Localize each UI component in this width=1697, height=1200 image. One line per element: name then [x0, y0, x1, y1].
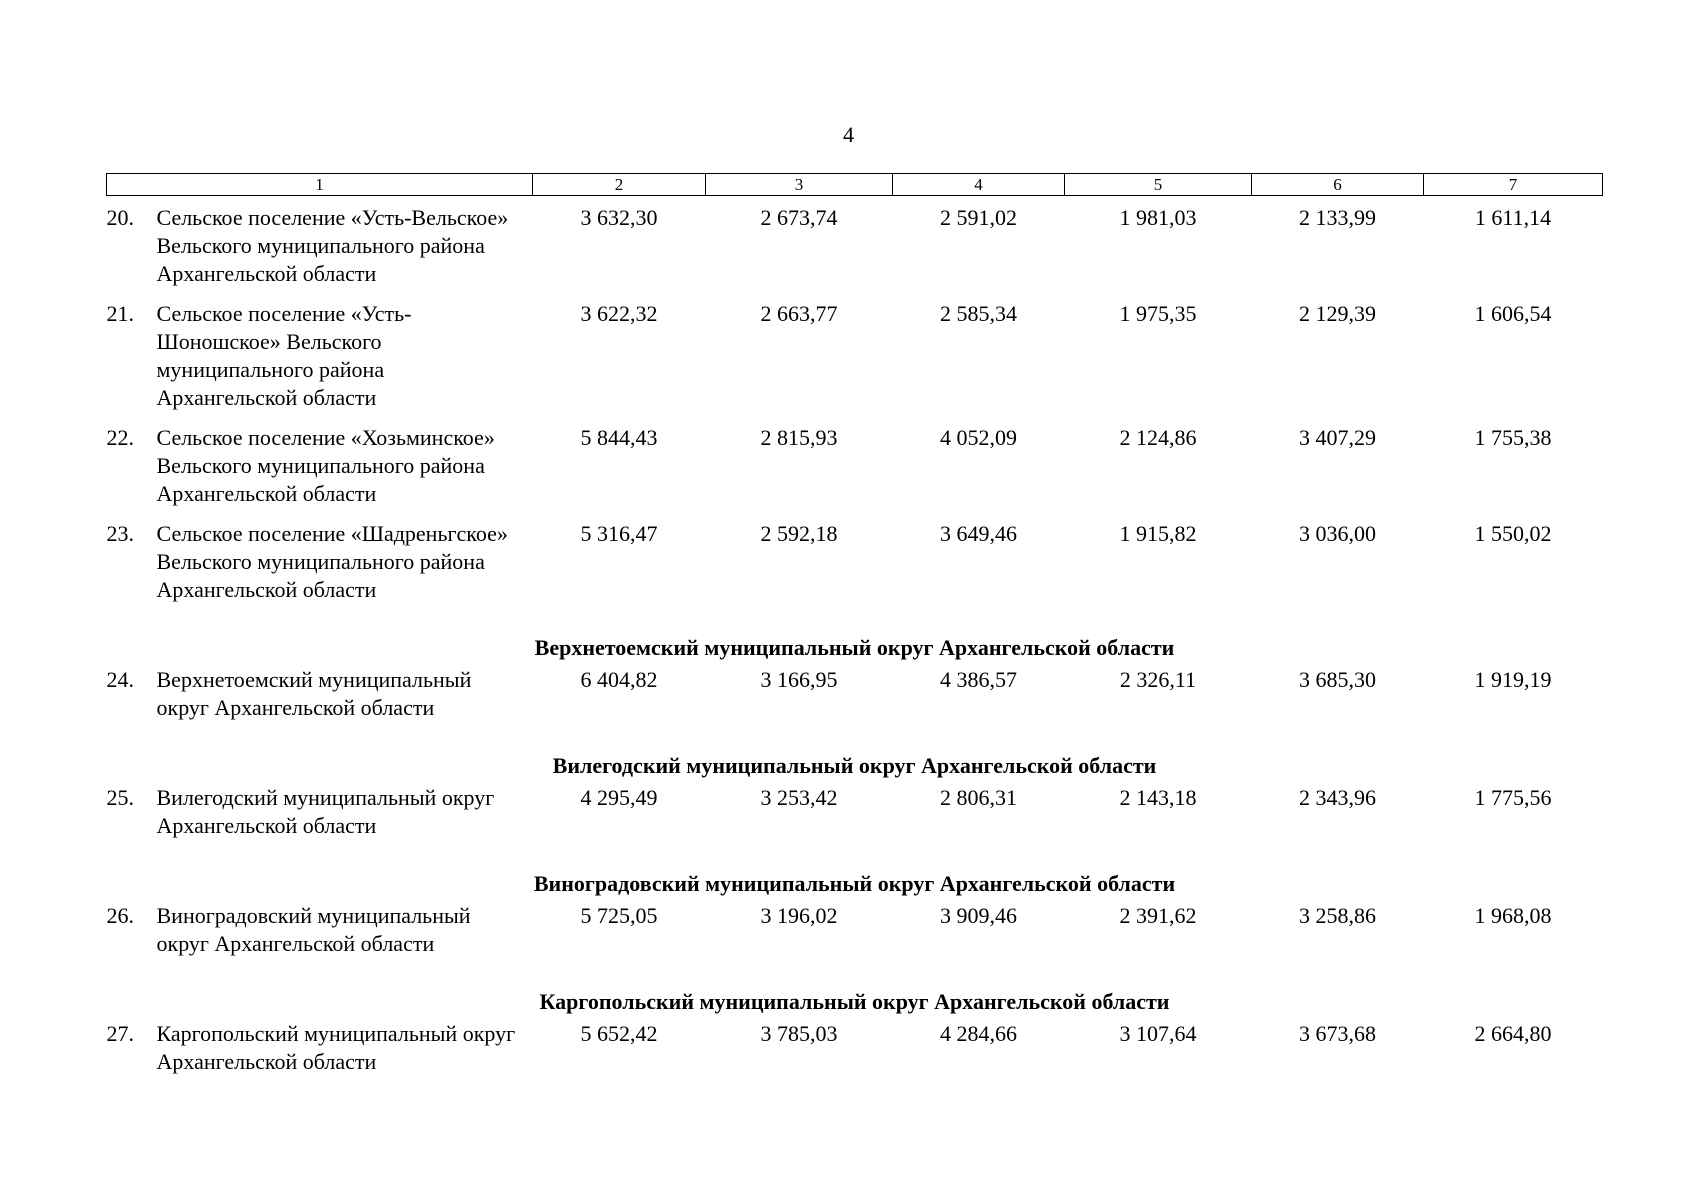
- section-heading: Верхнетоемский муниципальный округ Архангельской области: [534, 635, 1175, 660]
- value-cell-7: 1 606,54: [1474, 301, 1552, 326]
- row-name: Сельское поселение «Усть-Вельское» Вельского муниципального района Архангельской области: [156, 205, 509, 286]
- row-name: Сельское поселение «Шадреньгское» Вельского муниципального района Архангельской области: [156, 521, 508, 602]
- header-row: [107, 174, 1603, 196]
- value-cell-4: 4 386,57: [940, 667, 1017, 692]
- row-name: Сельское поселение «Усть-Шоношское» Вельского муниципального района Архангельской области: [156, 301, 412, 410]
- value-cell-2: 5 725,05: [580, 903, 658, 928]
- value-cell-2: 5 844,43: [580, 425, 658, 450]
- header-cell-6: 6: [1252, 174, 1424, 196]
- table-row: [107, 196, 1603, 293]
- section-heading: Каргопольский муниципальный округ Архангельской области: [539, 989, 1170, 1014]
- value-cell-7: 1 611,14: [1474, 205, 1552, 230]
- value-cell-3: 2 592,18: [760, 521, 838, 546]
- table-row: [107, 900, 1603, 962]
- row-number: 24.: [106, 667, 134, 692]
- section-heading-row: [107, 726, 1603, 782]
- row-number: 20.: [106, 205, 134, 230]
- value-cell-5: 2 326,11: [1119, 667, 1197, 692]
- value-cell-6: 2 343,96: [1299, 785, 1376, 810]
- value-cell-4: 2 591,02: [940, 205, 1017, 230]
- value-cell-6: 3 673,68: [1299, 1021, 1376, 1046]
- value-cell-3: 3 785,03: [760, 1021, 838, 1046]
- name-cell: [107, 512, 533, 608]
- value-cell-2: 3 632,30: [580, 205, 658, 230]
- header-cell-7: 7: [1424, 174, 1603, 196]
- table-body: [107, 196, 1603, 1081]
- row-name: Вилегодский муниципальный округ Архангельской области: [156, 785, 495, 838]
- table-row: [107, 512, 1603, 608]
- row-name: Каргопольский муниципальный округ Архангельской области: [156, 1021, 516, 1074]
- value-cell-6: 2 129,39: [1299, 301, 1376, 326]
- value-cell-7: 1 968,08: [1474, 903, 1552, 928]
- page-number: 4: [843, 122, 854, 147]
- table-row: [107, 664, 1603, 726]
- value-cell-4: 3 649,46: [940, 521, 1017, 546]
- header-cell-4: 4: [893, 174, 1065, 196]
- value-cell-5: 1 915,82: [1119, 521, 1197, 546]
- section-heading: Виноградовский муниципальный округ Архангельской области: [533, 871, 1176, 896]
- value-cell-5: 3 107,64: [1119, 1021, 1197, 1046]
- section-heading-row: [107, 962, 1603, 1018]
- value-cell-7: 1 775,56: [1474, 785, 1552, 810]
- value-cell-3: 3 196,02: [760, 903, 838, 928]
- value-cell-6: 2 133,99: [1299, 205, 1376, 230]
- header-cell-3: 3: [706, 174, 893, 196]
- row-number: 23.: [106, 521, 134, 546]
- name-cell: [107, 900, 533, 962]
- table-row: [107, 416, 1603, 512]
- value-cell-7: 1 550,02: [1474, 521, 1552, 546]
- value-cell-3: 2 815,93: [760, 425, 838, 450]
- header-cell-2: 2: [533, 174, 706, 196]
- value-cell-4: 2 806,31: [940, 785, 1017, 810]
- name-cell: [107, 782, 533, 844]
- header-cell-1: 1: [107, 174, 533, 196]
- name-cell: [107, 1018, 533, 1080]
- row-number: 21.: [106, 301, 134, 326]
- value-cell-5: 2 143,18: [1119, 785, 1197, 810]
- value-cell-5: 2 391,62: [1119, 903, 1197, 928]
- name-cell: [107, 292, 533, 416]
- section-heading-row: [107, 608, 1603, 664]
- value-cell-2: 3 622,32: [580, 301, 658, 326]
- value-cell-2: 5 316,47: [580, 521, 658, 546]
- data-table: [106, 173, 1603, 1080]
- table-header: [107, 174, 1603, 196]
- value-cell-3: 2 663,77: [760, 301, 838, 326]
- value-cell-5: 2 124,86: [1119, 425, 1197, 450]
- value-cell-6: 3 258,86: [1299, 903, 1376, 928]
- value-cell-2: 4 295,49: [580, 785, 658, 810]
- value-cell-3: 3 166,95: [760, 667, 838, 692]
- value-cell-7: 1 919,19: [1474, 667, 1552, 692]
- name-cell: [107, 664, 533, 726]
- row-name: Сельское поселение «Хозьминское» Вельского муниципального района Архангельской области: [156, 425, 495, 506]
- value-cell-6: 3 685,30: [1299, 667, 1376, 692]
- table-row: [107, 1018, 1603, 1080]
- section-heading-row: [107, 844, 1603, 900]
- section-heading: Вилегодский муниципальный округ Архангельской области: [552, 753, 1157, 778]
- header-cell-5: 5: [1065, 174, 1252, 196]
- name-cell: [107, 196, 533, 293]
- table-row: [107, 782, 1603, 844]
- value-cell-5: 1 981,03: [1119, 205, 1197, 230]
- row-number: 27.: [106, 1021, 134, 1046]
- name-cell: [107, 416, 533, 512]
- value-cell-7: 1 755,38: [1474, 425, 1552, 450]
- row-number: 22.: [106, 425, 134, 450]
- table-row: [107, 292, 1603, 416]
- value-cell-5: 1 975,35: [1119, 301, 1197, 326]
- row-number: 25.: [106, 785, 134, 810]
- value-cell-6: 3 407,29: [1299, 425, 1376, 450]
- value-cell-6: 3 036,00: [1299, 521, 1376, 546]
- row-name: Верхнетоемский муниципальный округ Архангельской области: [156, 667, 472, 720]
- value-cell-4: 3 909,46: [940, 903, 1017, 928]
- value-cell-2: 5 652,42: [580, 1021, 658, 1046]
- value-cell-4: 2 585,34: [940, 301, 1017, 326]
- value-cell-4: 4 284,66: [940, 1021, 1017, 1046]
- value-cell-2: 6 404,82: [580, 667, 658, 692]
- value-cell-3: 2 673,74: [760, 205, 838, 230]
- value-cell-3: 3 253,42: [760, 785, 838, 810]
- row-name: Виноградовский муниципальный округ Архангельской области: [156, 903, 471, 956]
- value-cell-7: 2 664,80: [1474, 1021, 1552, 1046]
- row-number: 26.: [106, 903, 134, 928]
- value-cell-4: 4 052,09: [940, 425, 1017, 450]
